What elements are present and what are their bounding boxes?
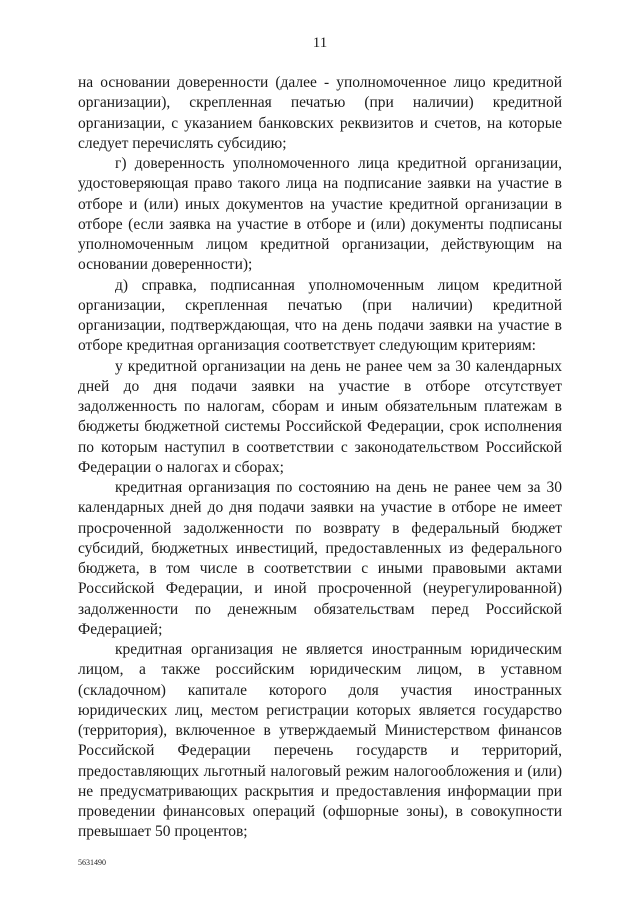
paragraph-criterion-debt: кредитная организация по состоянию на день не ранее чем за 30 календарных дней до дня подачи заявки на участие в отборе не имеет просроченной задолженности по возврату в федеральный бюджет субсидий, бюджетных инвестиций, предоставленных из федерального бюджета, в том числе в соответствии с иными правовыми актами Российской Федерации, и иной просроченной (неурегулированной) задолженности по денежным обязательствам перед Российской Федерацией; (78, 479, 562, 638)
paragraph-item-d: д) справка, подписанная уполномоченным лицом кредитной организации, скрепленная печатью (при наличии) кредитной организации, подтверждающая, что на день подачи заявки на участие в отборе кредитная организация соответствует следующим критериям: (78, 276, 562, 355)
paragraph-criterion-foreign: кредитная организация не является иностранным юридическим лицом, а также российским юридическим лицом, в уставном (складочном) капитале которого доля участия иностранных юридических лиц, местом регистрации которых является государство (территория), включенное в утверждаемый Министерством финансов Российской Федерации перечень государств и территорий, предоставляющих льготный налоговый режим налогообложения и (или) не предусматривающих раскрытия и предоставления информации при проведении финансовых операций (офшорные зоны), в совокупности превышает 50 процентов; (78, 641, 562, 841)
document-code: 5631490 (78, 858, 106, 867)
paragraph-continuation: на основании доверенности (далее - уполномоченное лицо кредитной организации), скрепленная печатью (при наличии) кредитной организации, с указанием банковских реквизитов и счетов, на которые следует перечислять субсидию; (78, 74, 562, 152)
paragraph-item-g: г) доверенность уполномоченного лица кредитной организации, удостоверяющая право такого лица на подписание заявки на участие в отборе и (или) иных документов на участие кредитной организации в отборе (если заявка на участие в отборе и (или) документы подписаны уполномоченным лицом кредитной организации, действующим на основании доверенности); (78, 155, 562, 274)
paragraph-criterion-taxes: у кредитной организации на день не ранее чем за 30 календарных дней до дня подачи заявки на участие в отборе отсутствует задолженность по налогам, сборам и иным обязательным платежам в бюджеты бюджетной системы Российской Федерации, срок исполнения по которым наступил в соответствии с законодательством Российской Федерации о налогах и сборах; (78, 357, 562, 476)
document-body (78, 73, 562, 843)
page-number: 11 (312, 35, 328, 51)
